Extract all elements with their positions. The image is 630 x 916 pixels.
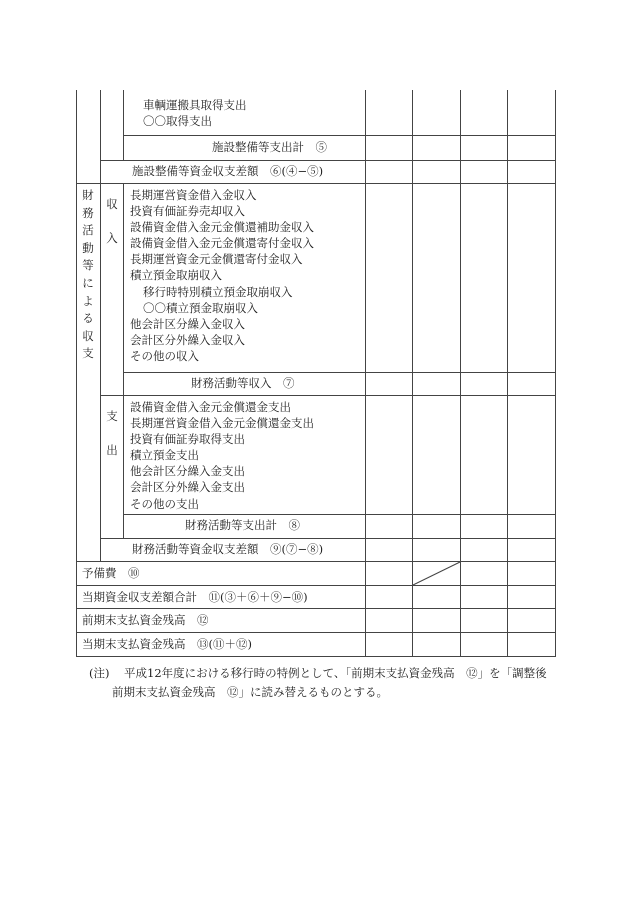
financial-income-total-label: 財務活動等収入 ⑦ [191, 376, 295, 390]
financial-section-label [80, 187, 96, 363]
list-item: 積立預金支出 [130, 448, 199, 463]
list-item: その他の収入 [130, 348, 199, 363]
char: 支 [106, 409, 118, 423]
char: 入 [106, 231, 118, 245]
list-item: 設備資金借入金元金償還補助金収入 [130, 220, 314, 235]
char: 動 [82, 240, 94, 255]
list-item: 他会計区分繰入金収入 [130, 316, 245, 331]
list-item: 会計区分外繰入金支出 [130, 480, 245, 495]
list-item: 設備資金借入金元金償還寄付金収入 [130, 236, 314, 251]
list-item: 長期運営資金借入金収入 [130, 188, 257, 202]
previous-end-balance-label: 前期末支払資金残高 ⑫ [82, 613, 209, 627]
list-item: 移行時特別積立預金取崩収入 [143, 284, 293, 299]
facility-expense-total-label: 施設整備等支出計 ⑤ [212, 140, 327, 154]
financial-expense-total-label: 財務活動等支出計 ⑧ [185, 518, 300, 532]
income-items [130, 187, 314, 364]
expense-items [130, 399, 314, 512]
expense-label [104, 399, 120, 467]
note-label: (注) [89, 666, 110, 680]
char: 収 [106, 197, 118, 211]
note-line-1: 平成12年度における移行時の特例として、「前期末支払資金残高 ⑫」を「調整後 [124, 666, 547, 680]
list-item: 設備資金借入金元金償還金支出 [130, 400, 291, 414]
period-balance-total-label: 当期資金収支差額合計 ⑪(③＋⑥＋⑨−⑩) [82, 590, 308, 604]
list-item: 〇〇取得支出 [143, 114, 212, 129]
financial-balance-label: 財務活動等資金収支差額 ⑨(⑦−⑧) [132, 542, 324, 556]
reserve-label: 予備費 ⑩ [82, 566, 140, 580]
current-end-balance-label: 当期末支払資金残高 ⑬(⑪＋⑫) [82, 637, 252, 651]
char: よ [82, 293, 94, 308]
list-item: 長期運営資金借入金元金償還金支出 [130, 416, 314, 431]
char: 等 [82, 258, 94, 273]
char: 財 [82, 188, 94, 202]
char: 収 [82, 328, 94, 343]
note-line-2: 前期末支払資金残高 ⑫」に読み替えるものとする。 [112, 685, 388, 699]
char: る [82, 311, 94, 326]
list-item: 車輌運搬具取得支出 [143, 98, 247, 112]
list-item: 長期運営資金元金償還寄付金収入 [130, 252, 303, 267]
facility-items [143, 97, 247, 129]
list-item: 投資有価証券取得支出 [130, 432, 245, 447]
list-item: 会計区分外繰入金収入 [130, 332, 245, 347]
char: に [82, 275, 94, 290]
reserve-diagonal-mark [413, 562, 460, 585]
list-item: 他会計区分繰入金支出 [130, 464, 245, 479]
list-item: 投資有価証券売却収入 [130, 204, 245, 219]
char: 支 [82, 346, 94, 361]
list-item: 〇〇積立預金取崩収入 [143, 300, 258, 315]
facility-balance-label: 施設整備等資金収支差額 ⑥(④−⑤) [132, 164, 324, 178]
char: 出 [106, 443, 118, 457]
list-item: 積立預金取崩収入 [130, 268, 222, 283]
char: 活 [82, 223, 94, 238]
char: 務 [82, 205, 94, 220]
income-label [104, 187, 120, 255]
list-item: その他の支出 [130, 496, 199, 511]
